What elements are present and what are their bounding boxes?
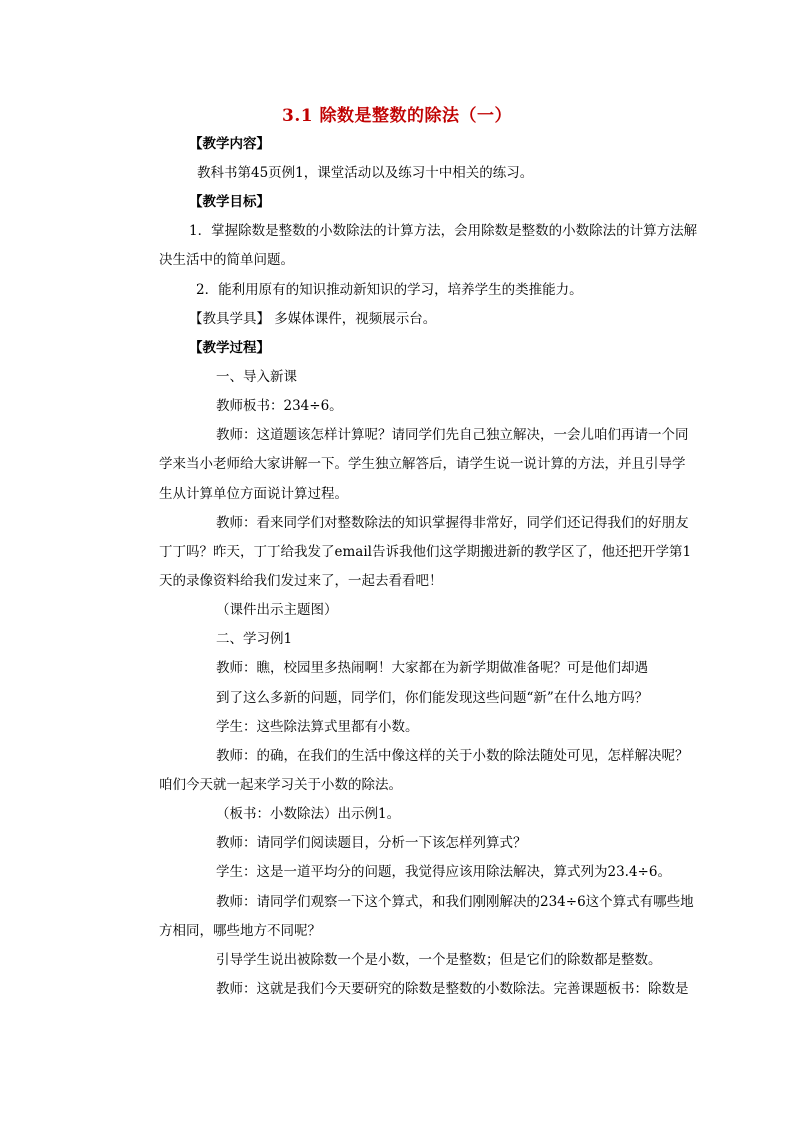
paragraph-line: 教师：这就是我们今天要研究的除数是整数的小数除法。完善课题板书：除数是: [216, 981, 689, 997]
paragraph-line: 教师：的确，在我们的生活中像这样的关于小数的除法随处可见，怎样解决呢？: [216, 748, 689, 764]
paragraph-line: 到了这么多新的问题，同学们，你们能发现这些问题“新”在什么地方吗？: [216, 690, 649, 706]
paragraph-line: 教科书第45页例1，课堂活动以及练习十中相关的练习。: [197, 165, 534, 181]
heading-teaching-goals: 【教学目标】: [189, 194, 270, 210]
paragraph-line: 生从计算单位方面说计算过程。: [159, 486, 348, 502]
paragraph-line: 决生活中的简单问题。: [159, 252, 294, 268]
heading-teaching-process: 【教学过程】: [189, 340, 270, 356]
paragraph-line: 引导学生说出被除数一个是小数，一个是整数；但是它们的除数都是整数。: [216, 952, 662, 968]
paragraph-line: （课件出示主题图）: [216, 602, 338, 618]
paragraph-line: 教师：请同学们阅读题目，分析一下该怎样列算式？: [216, 835, 527, 851]
paragraph-line: 2．能利用原有的知识推动新知识的学习，培养学生的类推能力。: [196, 282, 583, 298]
paragraph-line: 教师板书：234÷6。: [216, 398, 343, 414]
paragraph-line: 学来当小老师给大家讲解一下。学生独立解答后，请学生说一说计算的方法，并且引导学: [159, 456, 686, 472]
paragraph-line: 咱们今天就一起来学习关于小数的除法。: [159, 777, 402, 793]
section-heading: 二、学习例1: [216, 631, 293, 647]
paragraph-line: 1．掌握除数是整数的小数除法的计算方法，会用除数是整数的小数除法的计算方法解: [189, 223, 698, 239]
paragraph-line: 学生：这些除法算式里都有小数。: [216, 719, 419, 735]
paragraph-line: 丁丁吗？昨天，丁丁给我发了email告诉我他们这学期搬进新的教学区了，他还把开学第1: [159, 544, 692, 560]
paragraph-line: 教师：这道题该怎样计算呢？请同学们先自己独立解决，一会儿咱们再请一个同: [216, 427, 689, 443]
paragraph-line: （板书：小数除法）出示例1。: [216, 806, 401, 822]
paragraph-line: 学生：这是一道平均分的问题，我觉得应该用除法解决，算式列为23.4÷6。: [216, 864, 671, 880]
heading-teaching-tools: 【教具学具】 多媒体课件，视频展示台。: [189, 311, 437, 327]
paragraph-line: 天的录像资料给我们发过来了，一起去看看吧！: [159, 573, 443, 589]
paragraph-line: 教师：瞧，校园里多热闹啊！大家都在为新学期做准备呢？可是他们却遇: [216, 660, 648, 676]
paragraph-line: 教师：请同学们观察一下这个算式，和我们刚刚解决的234÷6这个算式有哪些地: [216, 894, 694, 910]
paragraph-line: 教师：看来同学们对整数除法的知识掌握得非常好，同学们还记得我们的好朋友: [216, 515, 689, 531]
section-heading: 一、导入新课: [216, 369, 297, 385]
lesson-title: 3.1 除数是整数的除法（一）: [282, 106, 512, 126]
paragraph-line: 方相同，哪些地方不同呢？: [159, 923, 321, 939]
heading-teaching-content: 【教学内容】: [189, 136, 270, 152]
